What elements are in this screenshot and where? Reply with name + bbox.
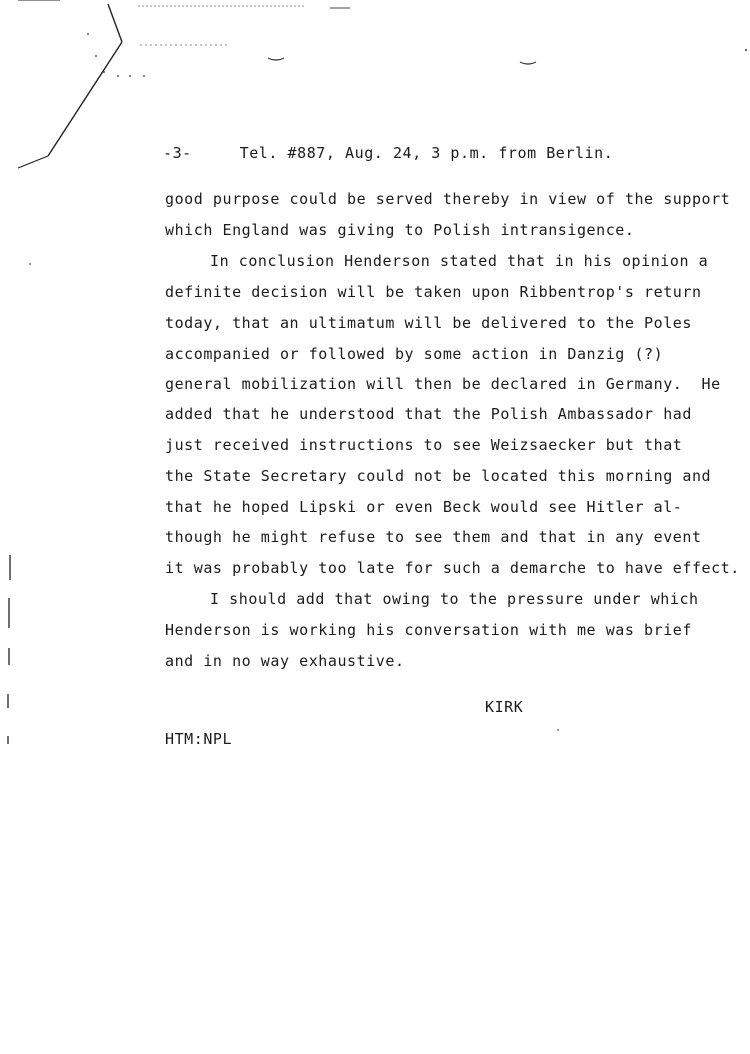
- paragraph2-line: general mobilization will then be declared in Germany. He: [165, 375, 721, 393]
- paragraph2-line: that he hoped Lipski or even Beck would see Hitler al-: [165, 498, 683, 516]
- paragraph1-line: good purpose could be served thereby in view of the support: [165, 190, 731, 208]
- page-header: -3- Tel. #887, Aug. 24, 3 p.m. from Berlin.: [163, 144, 614, 162]
- paragraph2-line: today, that an ultimatum will be delivered to the Poles: [165, 314, 692, 332]
- paragraph2-line: added that he understood that the Polish Ambassador had: [165, 405, 692, 423]
- paragraph3-line: and in no way exhaustive.: [165, 652, 405, 670]
- paragraph2-line: In conclusion Henderson stated that in his opinion a: [210, 252, 709, 270]
- paragraph1-line: which England was giving to Polish intransigence.: [165, 221, 635, 239]
- paragraph2-line: it was probably too late for such a demarche to have effect.: [165, 559, 740, 577]
- paragraph2-line: though he might refuse to see them and that in any event: [165, 528, 702, 546]
- paragraph2-line: just received instructions to see Weizsaecker but that: [165, 436, 683, 454]
- signature: KIRK: [485, 698, 524, 716]
- paragraph2-line: the State Secretary could not be located this morning and: [165, 467, 712, 485]
- typist-initials: HTM:NPL: [165, 730, 233, 748]
- paragraph2-line: definite decision will be taken upon Ribbentrop's return: [165, 283, 702, 301]
- paragraph2-line: accompanied or followed by some action in Danzig (?): [165, 345, 664, 363]
- paragraph3-line: I should add that owing to the pressure under which: [210, 590, 699, 608]
- paragraph3-line: Henderson is working his conversation with me was brief: [165, 621, 692, 639]
